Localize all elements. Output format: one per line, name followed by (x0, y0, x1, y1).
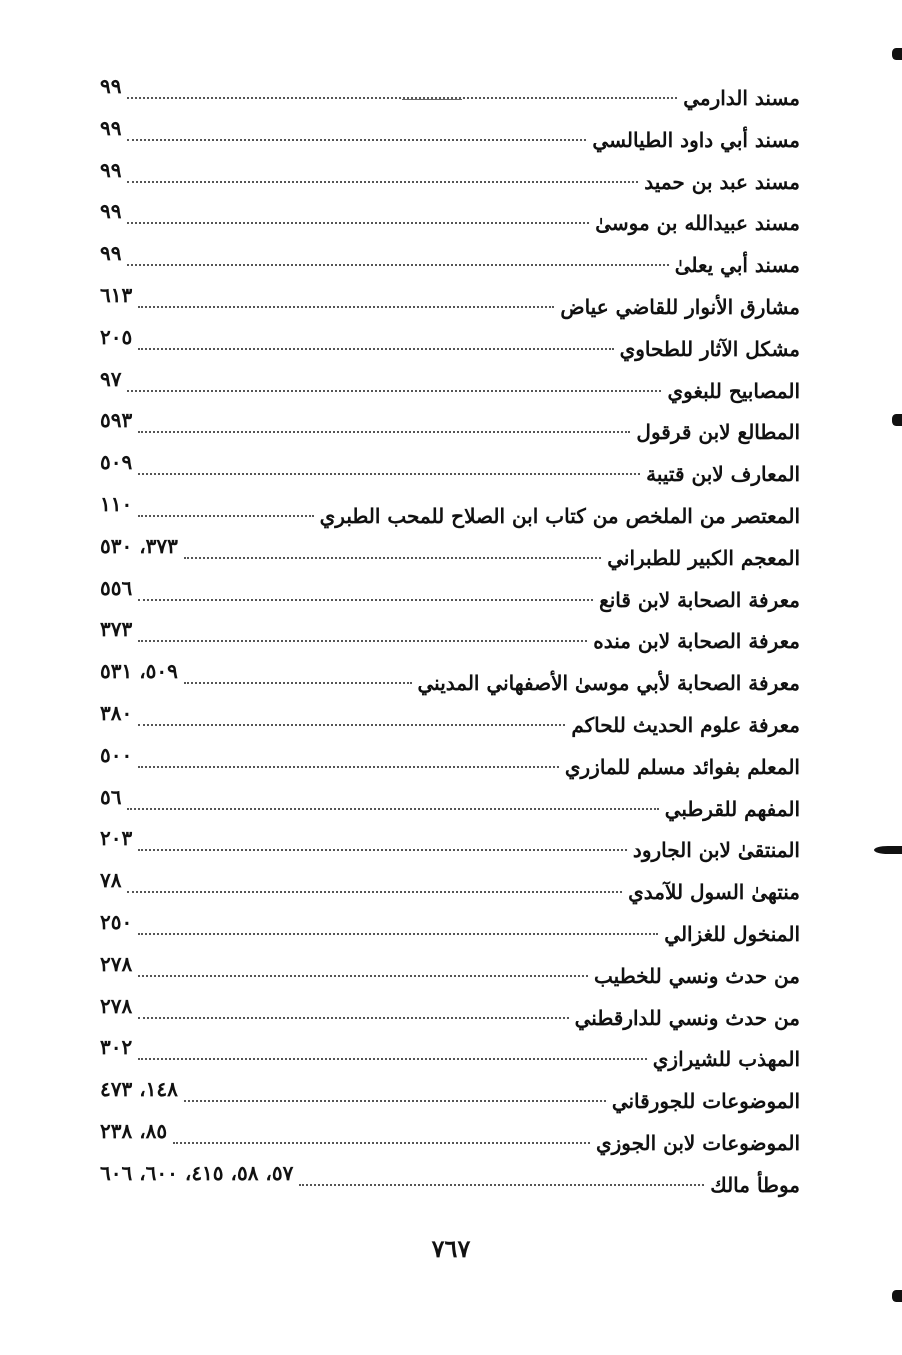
index-entry (100, 993, 800, 1040)
dot-leader (138, 1017, 568, 1019)
index-entry (100, 909, 800, 956)
entry-title: موطأ مالك (710, 1172, 800, 1197)
dot-leader (138, 849, 627, 851)
binding-mark (874, 846, 902, 854)
entry-page-numbers: ٩٩ (100, 241, 122, 266)
entry-title: معرفة الصحابة لأبي موسىٰ الأصفهاني المديني (417, 671, 800, 696)
entry-title: المنتقىٰ لابن الجارود (632, 838, 800, 863)
index-entry (100, 1035, 800, 1081)
entry-page-numbers: ٥٥٦ (100, 575, 133, 600)
entry-title: معرفة الصحابة لابن قانع (599, 587, 800, 612)
entry-title: من حدث ونسي للخطيب (594, 963, 800, 988)
entry-title: المفهم للقرطبي (664, 796, 800, 821)
dot-leader (127, 891, 622, 893)
dot-leader (138, 431, 630, 433)
scan-artifact-line (402, 99, 462, 100)
dot-leader (138, 933, 658, 935)
entry-page-numbers: ٥٠٠ (100, 742, 133, 767)
entry-page-numbers: ٥٠٩، ٥٣١ (100, 659, 178, 684)
dot-leader (173, 1142, 590, 1144)
index-entry (100, 241, 800, 287)
dot-leader (127, 390, 661, 392)
entry-title: مسند الدارمي (683, 86, 800, 110)
index-entry (100, 408, 800, 454)
dot-leader (127, 139, 586, 141)
entry-page-numbers: ٩٩ (100, 115, 122, 140)
dot-leader (127, 264, 668, 266)
dot-leader (184, 682, 412, 684)
entry-title: المعتصر من الملخص من كتاب ابن الصلاح للمحب الطبري (319, 503, 800, 528)
index-entry (100, 1160, 800, 1207)
entry-title: مسند أبي داود الطيالسي (592, 127, 800, 152)
binding-mark (892, 48, 902, 60)
dot-leader (138, 515, 313, 517)
dot-leader (127, 222, 589, 224)
entry-title: مشكل الآثار للطحاوي (619, 336, 800, 361)
index-entry (100, 199, 800, 245)
index-entry (100, 826, 800, 872)
entry-page-numbers: ٥٧، ٥٨، ٤١٥، ٦٠٠، ٦٠٦ (100, 1160, 294, 1185)
index-entry (100, 157, 800, 204)
entry-page-numbers: ٩٩ (100, 199, 122, 224)
entry-page-numbers: ٧٨ (100, 868, 122, 893)
index-entry (100, 700, 800, 747)
dot-leader (138, 1058, 647, 1060)
dot-leader (127, 808, 658, 810)
index-entry (100, 324, 800, 371)
index-entry (100, 742, 800, 789)
index-entry (100, 450, 800, 496)
dot-leader (184, 1100, 606, 1102)
index-entry (100, 868, 800, 914)
dot-leader (138, 640, 587, 642)
entry-page-numbers: ٣٠٢ (100, 1035, 133, 1060)
index-entry (100, 951, 800, 998)
index-entry (100, 1077, 800, 1123)
entry-page-numbers: ٣٧٣ (100, 617, 133, 642)
entry-page-numbers: ٩٩ (100, 157, 122, 182)
dot-leader (127, 181, 638, 183)
entry-title: مسند عبيدالله بن موسىٰ (595, 211, 800, 236)
entry-title: المصابيح للبغوي (667, 378, 800, 403)
index-list (100, 74, 800, 1207)
entry-title: الموضوعات للجورقاني (611, 1089, 800, 1114)
dot-leader (138, 766, 559, 768)
entry-page-numbers: ٢٧٨ (100, 993, 133, 1018)
entry-page-numbers: ١٤٨، ٤٧٣ (100, 1077, 178, 1102)
entry-page-numbers: ٢٠٣ (100, 826, 133, 851)
entry-title: معرفة الصحابة لابن منده (593, 629, 800, 654)
index-entry (100, 491, 800, 538)
dot-leader (299, 1184, 704, 1186)
entry-page-numbers: ٢٠٥ (100, 324, 133, 349)
dot-leader (138, 348, 613, 350)
entry-title: مسند عبد بن حميد (644, 169, 800, 194)
entry-page-numbers: ٣٨٠ (100, 700, 133, 725)
entry-title: المعلم بفوائد مسلم للمازري (564, 754, 800, 779)
entry-page-numbers: ٢٧٨ (100, 951, 133, 976)
entry-title: المعجم الكبير للطبراني (607, 545, 800, 570)
index-entry (100, 659, 800, 705)
dot-leader (138, 306, 554, 308)
entry-page-numbers: ١١٠ (100, 491, 133, 516)
entry-page-numbers: ٦١٣ (100, 282, 133, 307)
entry-page-numbers: ٨٥، ٢٣٨ (100, 1118, 168, 1143)
dot-leader (138, 724, 565, 726)
entry-title: من حدث ونسي للدارقطني (574, 1005, 800, 1030)
page-number: ٧٦٧ (431, 1234, 471, 1263)
dot-leader (138, 599, 593, 601)
index-entry (100, 366, 800, 413)
entry-title: الموضوعات لابن الجوزي (595, 1130, 800, 1155)
dot-leader (138, 473, 640, 475)
entry-title: المطالع لابن قرقول (636, 420, 800, 445)
index-entry (100, 617, 800, 663)
entry-title: مسند أبي يعلىٰ (674, 253, 800, 278)
entry-title: المهذب للشيرازي (652, 1047, 800, 1072)
entry-title: معرفة علوم الحديث للحاكم (571, 712, 800, 737)
entry-title: المنخول للغزالي (664, 921, 800, 946)
entry-title: منتهىٰ السول للآمدي (628, 880, 800, 905)
entry-title: المعارف لابن قتيبة (646, 462, 800, 487)
entry-page-numbers: ٥٩٣ (100, 408, 133, 433)
entry-page-numbers: ٩٩ (100, 74, 122, 98)
index-entry (100, 784, 800, 831)
entry-page-numbers: ٣٧٣، ٥٣٠ (100, 533, 178, 558)
index-entry (100, 575, 800, 622)
entry-page-numbers: ٩٧ (100, 366, 122, 391)
binding-mark (892, 414, 902, 426)
index-entry (100, 282, 800, 329)
index-entry (100, 533, 800, 580)
entry-page-numbers: ٥٠٩ (100, 450, 133, 475)
dot-leader (138, 975, 588, 977)
dot-leader (184, 557, 601, 559)
entry-page-numbers: ٥٦ (100, 784, 122, 809)
index-entry (100, 115, 800, 162)
entry-title: مشارق الأنوار للقاضي عياض (560, 294, 800, 319)
binding-mark (892, 1290, 902, 1302)
entry-page-numbers: ٢٥٠ (100, 909, 133, 934)
